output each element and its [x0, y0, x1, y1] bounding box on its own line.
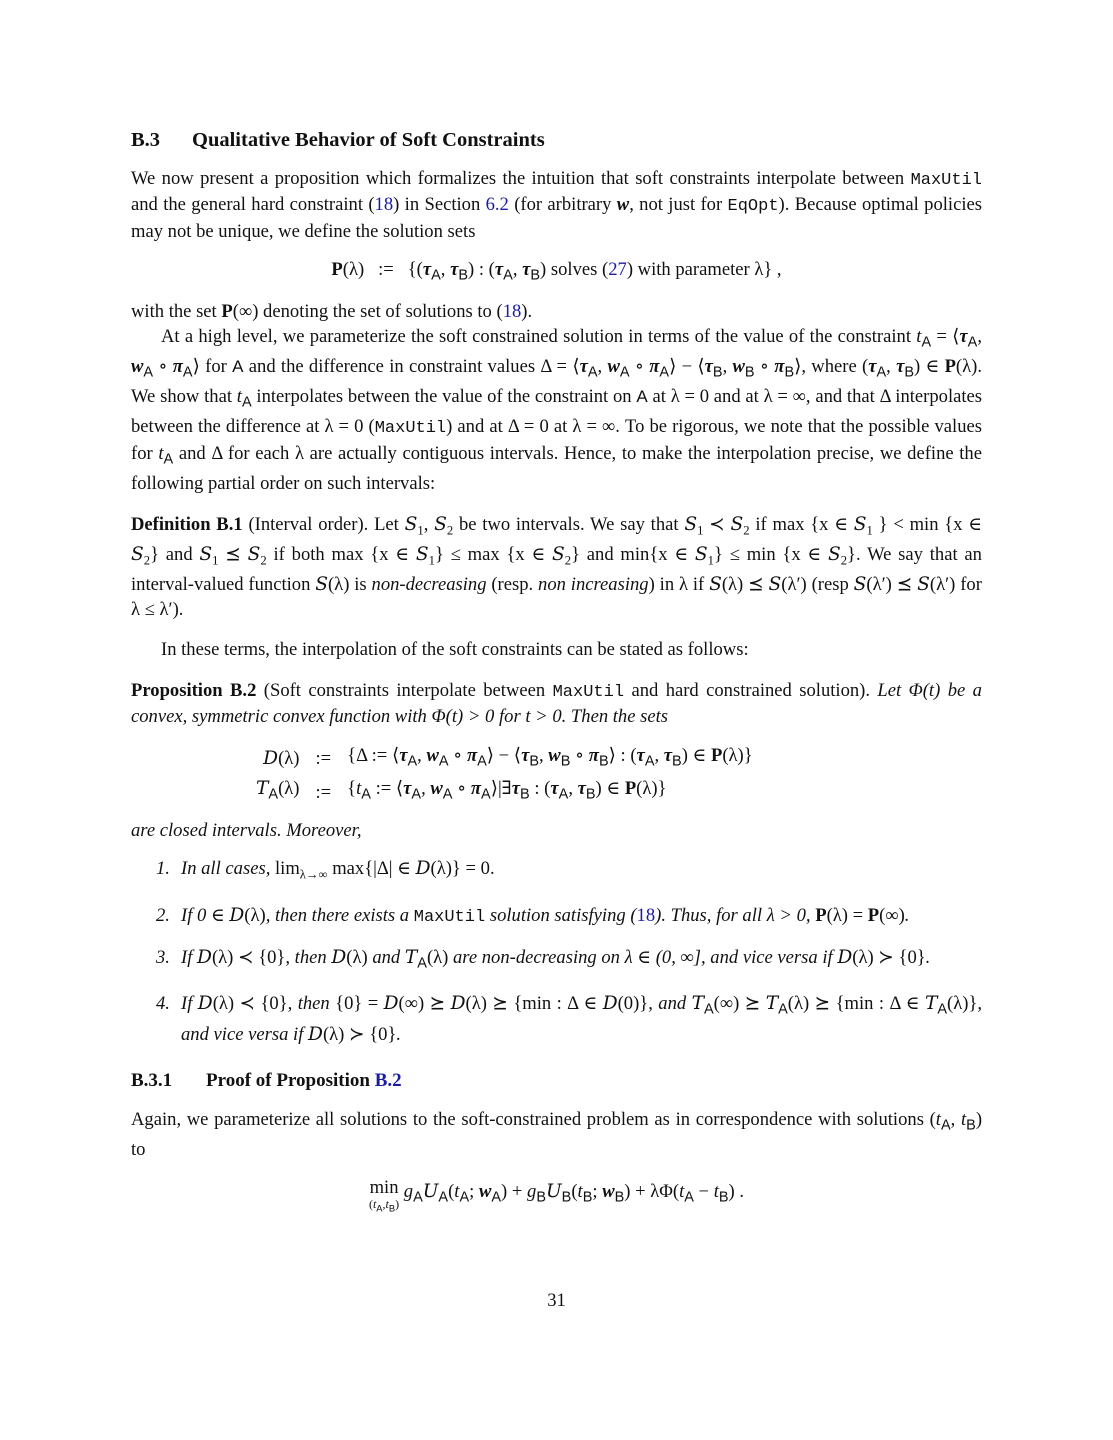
- ref-link[interactable]: 18: [374, 194, 394, 215]
- proposition-items: [131, 857, 982, 1047]
- paragraph-2: At a high level, we parameterize the soft constrained solution in terms of the value of the constraint $t_A$ = $⟨\tau_A$, $w_A$ ∘ $\pi_A⟩$ for A and the difference in constraint values $\Delta = ⟨\tau_A$, $w_A$ ∘ $\pi_A⟩$ − $⟨\tau_B$, $w_B$ ∘ $\pi_B⟩$, where ($\tau_A$, $\tau_B$) ∈ P(λ). We show that $t_A$ interpolates between the value of the constraint on A at λ = 0 and at λ = ∞, and that Δ interpolates between the difference at λ = 0 (MaxUtil) and at Δ = 0 at λ = ∞. To be rigorous, we note that the possible values for $t_A$ and Δ for each λ are actually contiguous intervals. Hence, to make the interpolation precise, we define the following partial order on such intervals:: [131, 325, 983, 495]
- code-maxutil: MaxUtil: [552, 682, 625, 702]
- page-number: 31: [547, 1290, 566, 1311]
- equation-min: min $(t_A,t_B)$ $g_AU_A(t_A$; $w_A) + g_BU_B(t_B$; $w_B) + \lambda\Phi(t_A - t_B)$ .: [368, 1177, 745, 1214]
- section-title: Qualitative Behavior of Soft Constraints: [192, 129, 545, 151]
- proposition-b2: Proposition B.2 (Soft constraints interpolate between MaxUtil and hard constrained solution). Let Φ(t) be a convex, symmetric convex function with Φ(t) > 0 for t > 0. Then the sets: [131, 679, 982, 728]
- list-item: 2. If 0 ∈ D(λ), then there exists a MaxUtil solution satisfying (18). Thus, for all λ > 0, P(λ) = P(∞).: [156, 904, 910, 927]
- paragraph-3: In these terms, the interpolation of the soft constraints can be stated as follows:: [161, 639, 749, 661]
- code-maxutil: MaxUtil: [374, 419, 447, 439]
- ref-link[interactable]: 27: [608, 259, 627, 280]
- ref-link[interactable]: B.2: [374, 1070, 402, 1092]
- intro-paragraph: We now present a proposition which formalizes the intuition that soft constraints interpolate between MaxUtil and the general hard constraint (18) in Section 6.2 (for arbitrary w, not just for EqOpt). Because optimal policies may not be unique, we define the solution sets: [131, 167, 982, 242]
- code-eqopt: EqOpt: [727, 197, 779, 216]
- code-maxutil: MaxUtil: [910, 170, 982, 190]
- proposition-after: are closed intervals. Moreover,: [131, 819, 362, 841]
- after-equation: with the set P(∞) denoting the set of solutions to (18).: [131, 301, 533, 323]
- ref-link[interactable]: 6.2: [485, 194, 509, 215]
- list-item: 4. If D(λ) ≺ {0}, then {0} = D(∞) ⪰ D(λ) ⪰ {min : Δ ∈ D(0)}, and $T_A(\infty)$ ⪰ $T_A(\lambda)$ ⪰ {min : Δ ∈ $T_A(\lambda)$}, and vice versa if D(λ) ≻ {0}.: [156, 993, 983, 1045]
- subsection-heading: B.3.1 Proof of Proposition B.2: [131, 1069, 982, 1094]
- page-body: [131, 128, 982, 1229]
- section-number: B.3: [131, 129, 161, 151]
- equation-p: P(λ) := {($\tau_A$, $\tau_B$) : ($\tau_A$, $\tau_B$) solves (27) with parameter λ} ,: [331, 259, 782, 284]
- proof-paragraph: Again, we parameterize all solutions to the soft-constrained problem as in correspondence with solutions ($t_A$, $t_B$) to: [131, 1108, 983, 1160]
- definition-b1: Definition B.1 (Interval order). Let $S_1$, $S_2$ be two intervals. We say that $S_1$ ≺ $S_2$ if max {x ∈ $S_1$ } < min {x ∈ $S_2$} and $S_1$ ⪯ $S_2$ if both max {x ∈ $S_1\} \le \max \{x$ ∈ $S_2$} and min{x ∈ $S_1\} \le \min \{x$ ∈ $S_2$}. We say that an interval-valued function S(λ) is non-decreasing (resp. non increasing) in λ if S(λ) ⪯ S(λ′) (resp S(λ′) ⪯ S(λ′) for λ ≤ λ′).: [131, 513, 983, 620]
- code-maxutil: MaxUtil: [413, 907, 486, 927]
- ref-link[interactable]: 18: [636, 904, 656, 926]
- ref-link[interactable]: 18: [502, 301, 522, 323]
- equation-sets: D(λ) := {Δ := $⟨\tau_A$, $w_A$ ∘ $\pi_A⟩$ − $⟨\tau_B$, $w_B$ ∘ $\pi_B⟩$ : ($\tau_A$, $\tau_B$) ∈ P(λ)} $T_A(\lambda)$ := {$t_A$ := $⟨\tau_A$, $w_A$ ∘ $\pi_A⟩|\exists\tau_B$ : ($\tau_A$, $\tau_B$) ∈ P(λ)}: [256, 744, 753, 803]
- list-item: 3. If D(λ) ≺ {0}, then D(λ) and $T_A(\lambda)$ are non-decreasing on λ ∈ (0, ∞], and vice versa if D(λ) ≻ {0}.: [156, 947, 931, 972]
- subsection-number: B.3.1: [131, 1070, 173, 1092]
- list-item: 1. In all cases, $\lim_{\lambda\to\infty} \max\{|\Delta|$ ∈ D(λ)} = 0.: [156, 858, 495, 883]
- section-heading: [131, 128, 982, 153]
